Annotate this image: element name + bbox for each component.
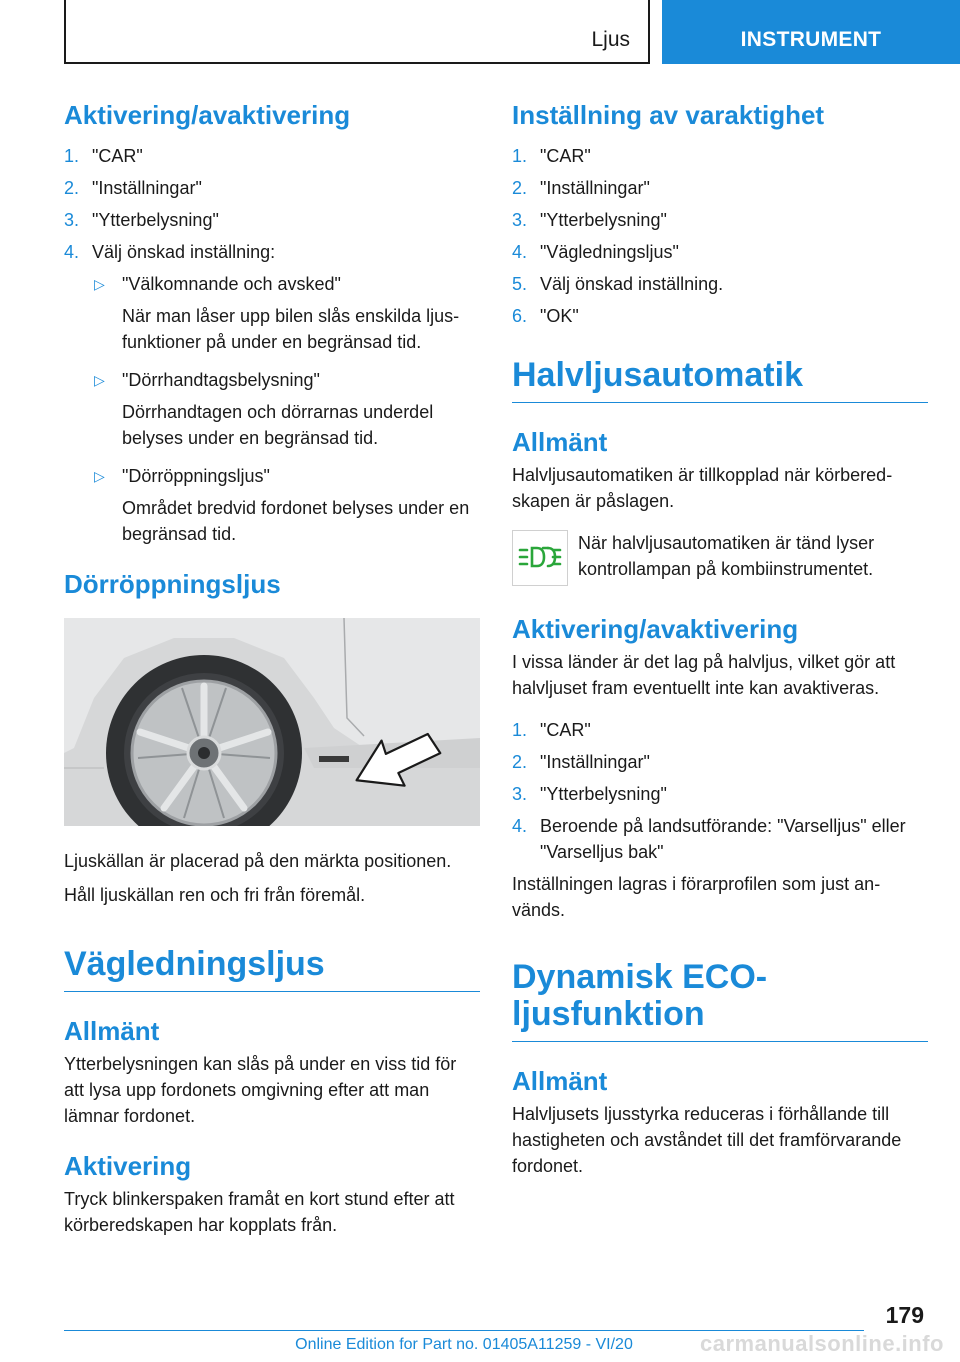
step-number: 2. xyxy=(512,178,528,199)
step-number: 3. xyxy=(512,210,528,231)
duration-heading: Inställning av varaktighet xyxy=(512,100,825,130)
step-text: "OK" xyxy=(540,306,579,327)
guide-light-general-heading: Allmänt xyxy=(64,1016,160,1047)
eco-general-text: Halvljusets ljusstyrka reduceras i förhållande till hastigheten och avståndet till det framförvarande fordonet. xyxy=(512,1103,902,1176)
step-text: "CAR" xyxy=(540,720,591,741)
right-column xyxy=(512,100,928,1179)
list-item xyxy=(512,303,928,329)
step-text: "Inställningar" xyxy=(540,752,650,773)
list-item xyxy=(512,239,928,265)
auto-low-beam-activation-heading: Aktivering/avaktivering xyxy=(512,614,799,645)
triangle-bullet-icon: ▷ xyxy=(94,372,105,389)
auto-low-beam-note: Inställningen lagras i förarprofilen som just an-vänds. xyxy=(512,874,881,921)
option-label: "Välkomnande och avsked" xyxy=(122,274,341,295)
guide-light-heading: Vägledningsljus xyxy=(64,946,480,992)
list-item xyxy=(512,207,928,233)
door-light-heading: Dörröppningsljus xyxy=(64,569,281,600)
step-text: "Inställningar" xyxy=(540,178,650,199)
step-number: 2. xyxy=(512,752,528,773)
activation-options xyxy=(92,271,480,547)
list-item xyxy=(512,143,928,169)
list-item xyxy=(64,175,480,201)
step-number: 2. xyxy=(64,178,80,199)
car-wheel-illustration xyxy=(64,618,480,826)
door-light-figure xyxy=(64,618,480,826)
page-number: 179 xyxy=(885,1302,924,1328)
door-light-clean-text: Håll ljuskällan ren och fri från föremål. xyxy=(64,885,366,906)
left-column xyxy=(64,100,480,1238)
option-label: "Dörröppningsljus" xyxy=(122,466,270,487)
duration-steps xyxy=(512,143,928,329)
header-chapter-tab xyxy=(662,0,960,64)
step-text: "CAR" xyxy=(92,146,143,167)
guide-light-activation-text: Tryck blinkerspaken framåt en kort stund efter att körberedskapen har kopplats från. xyxy=(64,1189,455,1236)
step-text: "Vägledningsljus" xyxy=(540,242,679,263)
list-item xyxy=(512,175,928,201)
option-label: "Dörrhandtagsbelysning" xyxy=(122,370,320,391)
option-description: Området bredvid fordonet belyses under en begränsad tid. xyxy=(122,498,470,545)
option-item xyxy=(92,271,480,355)
door-light-location-text: Ljuskällan är placerad på den märkta positionen. xyxy=(64,851,452,872)
eco-heading: Dynamisk ECO-ljusfunktion xyxy=(512,959,928,1041)
list-item xyxy=(512,749,928,775)
step-text: "Inställningar" xyxy=(92,178,202,199)
step-number: 1. xyxy=(512,146,528,167)
header-section-label: Ljus xyxy=(591,28,630,51)
list-item xyxy=(512,781,928,807)
list-item xyxy=(512,717,928,743)
auto-low-beam-general-text: Halvljusautomatiken är tillkopplad när körbered-skapen är påslagen. xyxy=(512,465,893,512)
step-number: 5. xyxy=(512,274,528,295)
step-text: "Ytterbelysning" xyxy=(540,784,667,805)
indicator-lamp xyxy=(512,530,568,586)
option-item xyxy=(92,463,480,547)
step-text: Beroende på landsutförande: "Varselljus" eller "Varselljus bak" xyxy=(540,816,906,863)
guide-light-general-text: Ytterbelysningen kan slås på under en viss tid för att lysa upp fordonets omgivning efter att man lämnar fordonet. xyxy=(64,1054,457,1127)
step-number: 4. xyxy=(512,816,528,837)
option-description: När man låser upp bilen slås enskilda ljus-funktioner på under en begränsad tid. xyxy=(122,306,460,353)
step-text: "Ytterbelysning" xyxy=(540,210,667,231)
footer-edition: Online Edition for Part no. 01405A11259 - VI/20 xyxy=(295,1336,633,1353)
activation-steps xyxy=(64,143,480,265)
eco-general-heading: Allmänt xyxy=(512,1065,608,1096)
step-text: "CAR" xyxy=(540,146,591,167)
step-text: "Ytterbelysning" xyxy=(92,210,219,231)
auto-low-beam-heading: Halvljusautomatik xyxy=(512,357,928,403)
step-number: 3. xyxy=(64,210,80,231)
header-chapter-label: INSTRUMENT xyxy=(740,28,882,51)
triangle-bullet-icon: ▷ xyxy=(94,276,105,293)
step-number: 6. xyxy=(512,306,528,327)
list-item xyxy=(64,239,480,265)
step-number: 4. xyxy=(64,242,80,263)
list-item xyxy=(64,143,480,169)
indicator-row xyxy=(512,530,928,586)
auto-low-beam-steps xyxy=(512,717,928,865)
step-number: 3. xyxy=(512,784,528,805)
option-item xyxy=(92,367,480,451)
triangle-bullet-icon: ▷ xyxy=(94,468,105,485)
step-text: Välj önskad inställning. xyxy=(540,274,724,295)
step-text: Välj önskad inställning: xyxy=(92,242,276,263)
header-section-box xyxy=(64,0,650,64)
guide-light-activation-heading: Aktivering xyxy=(64,1151,192,1182)
list-item xyxy=(64,207,480,233)
option-description: Dörrhandtagen och dörrarnas underdel belyses under en begränsad tid. xyxy=(122,402,434,449)
auto-headlight-icon xyxy=(518,544,562,572)
step-number: 4. xyxy=(512,242,528,263)
indicator-text: När halvljusautomatiken är tänd lyser kontrollampan på kombiinstrumentet. xyxy=(578,533,875,580)
auto-low-beam-activation-text: I vissa länder är det lag på halvljus, vilket gör att halvljuset fram eventuellt inte kan avaktiveras. xyxy=(512,652,896,699)
step-number: 1. xyxy=(64,146,80,167)
watermark: carmanualsonline.info xyxy=(700,1331,944,1356)
list-item xyxy=(512,813,928,865)
list-item xyxy=(512,271,928,297)
auto-low-beam-general-heading: Allmänt xyxy=(512,426,608,457)
step-number: 1. xyxy=(512,720,528,741)
activation-heading: Aktivering/avaktivering xyxy=(64,100,351,130)
